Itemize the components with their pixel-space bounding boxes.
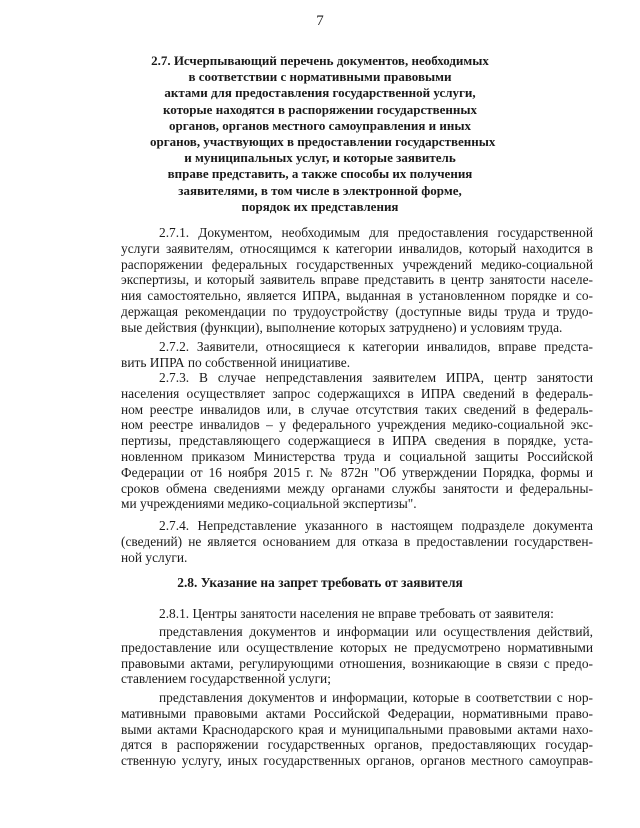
heading-line-7: и муниципальных услуг, и которые заявитель <box>184 150 456 166</box>
heading-line-9: заявителями, в том числе в электронной форме, <box>178 182 462 198</box>
text-line-1: 2.8.1. Центры занятости населения не вправе требовать от заявителя: <box>159 606 554 621</box>
heading-line-3: актами для предоставления государственной услуги, <box>164 85 476 101</box>
paragraph-2-8-1-item-2 <box>121 690 593 769</box>
text-line-4: ставлением государственной услуги; <box>121 671 331 687</box>
text-line-2: услуги заявителям, относящимся к категории инвалидов, который находится в <box>121 240 593 256</box>
text-line-3: ном реестре инвалидов или, в случае отсутствия таких сведений в федераль- <box>121 401 593 417</box>
text-line-3: ной услуги. <box>121 549 188 565</box>
section-2-7-heading <box>150 53 496 215</box>
paragraph-2-7-3 <box>121 370 593 512</box>
text-line-3: правовыми актами, регулирующими отношения, возникающие в связи с предо- <box>121 655 593 671</box>
text-line-5: ственную услугу, иных государственных органов, органов местного самоуправ- <box>121 753 593 769</box>
heading-line-1: 2.7. Исчерпывающий перечень документов, необходимых <box>151 53 489 68</box>
text-line-2: (сведений) не является основанием для отказа в предоставлении государствен- <box>121 533 593 549</box>
page-number: 7 <box>316 13 324 29</box>
text-line-1: 2.7.2. Заявители, относящиеся к категории инвалидов, вправе предста- <box>159 339 593 354</box>
text-line-1: 2.7.1. Документом, необходимым для предоставления государственной <box>159 225 593 240</box>
section-2-8-heading: 2.8. Указание на запрет требовать от заявителя <box>177 575 463 590</box>
text-line-6: держащая рекомендации по трудоустройству (доступные виды труда и трудо- <box>121 303 593 319</box>
text-line-6: новленном приказом Министерства труда и социальной защиты Российской <box>121 448 593 464</box>
text-line-4: ном реестре инвалидов – у федерального учреждения медико-социальной экс- <box>121 417 593 433</box>
text-line-8: сроков обмена сведениями между органами службы занятости и федеральны- <box>121 480 593 496</box>
heading-line-10: порядок их представления <box>241 198 399 214</box>
text-line-1: представления документов и информации или осуществления действий, <box>159 624 593 639</box>
text-line-2: мативными правовыми актами Российской Федерации, нормативными право- <box>121 705 593 721</box>
text-line-4: экспертизы, и который заявитель вправе представить в центр занятости населе- <box>121 272 593 288</box>
text-line-3: выми актами Краснодарского края и муниципальными правовыми актами нахо- <box>121 721 593 737</box>
text-line-5: пертизы, представляющего содержащиеся в ИПРА сведения в порядке, уста- <box>121 433 593 449</box>
text-line-2: предоставление или осуществление которых не предусмотрено нормативными <box>121 639 593 655</box>
text-line-1: 2.7.3. В случае непредставления заявителем ИПРА, центр занятости <box>159 370 593 385</box>
paragraph-2-7-4 <box>121 518 593 565</box>
heading-line-4: которые находятся в распоряжении государственных <box>162 101 478 117</box>
heading-line-5: органов, органов местного самоуправления и иных <box>168 117 472 133</box>
text-line-3: распоряжении федеральных государственных учреждений медико-социальной <box>121 256 593 272</box>
text-line-9: ми учреждениями медико-социальной экспертизы". <box>121 496 417 512</box>
text-line-7: Федерации от 16 ноября 2015 г. № 872н "Об утверждении Порядка, формы и <box>121 464 593 480</box>
text-line-1: 2.7.4. Непредставление указанного в настоящем подразделе документа <box>159 518 593 533</box>
text-line-7: вые действия (функции), выполнение которых затруднено) и условиям труда. <box>121 319 563 335</box>
text-line-2: населения осуществляет запрос содержащихся в ИПРА сведений в федераль- <box>121 385 593 401</box>
text-line-4: дятся в распоряжении государственных органов, предоставляющих государ- <box>121 737 593 753</box>
heading-line-6: органов, участвующих в предоставлении государственных <box>150 134 496 150</box>
heading-line-8: вправе представить, а также способы их получения <box>167 166 473 182</box>
paragraph-2-7-1 <box>121 225 593 336</box>
text-line-2: вить ИПРА по собственной инициативе. <box>121 354 351 370</box>
heading-line-2: в соответствии с нормативными правовыми <box>188 69 452 85</box>
text-line-5: ния самостоятельно, является ИПРА, выданная в установленном порядке и со- <box>121 288 593 304</box>
paragraph-2-8-1-item-1 <box>121 624 593 687</box>
paragraph-2-8-1 <box>121 606 593 622</box>
paragraph-2-7-2 <box>121 339 593 371</box>
text-line-1: представления документов и информации, которые в соответствии с нор- <box>159 690 593 705</box>
